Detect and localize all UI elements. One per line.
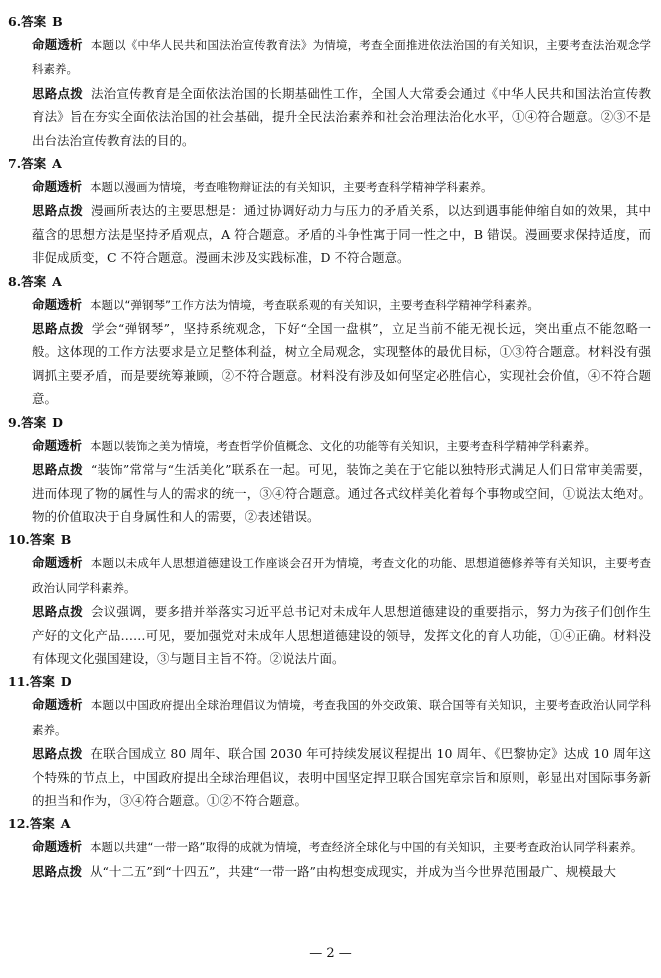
hint-text: 学会“弹钢琴”，坚持系统观念，下好“全国一盘棋”，立足当前不能无视长远，突出重点不能忽略一般。这体现的工作方法要求是立足整体利益，树立全局观念，实现整体的最优目标，①③符合题意。材料没有强调抓主要矛盾，而是要统筹兼顾，②不符合题意。材料没有涉及如何坚定必胜信心，实现社会价值，④不符合题意。	[32, 321, 651, 407]
answer-choice: A	[52, 156, 62, 172]
question-block	[8, 671, 651, 812]
question-list	[8, 11, 651, 883]
analysis-row	[8, 33, 651, 82]
answer-line	[8, 813, 651, 835]
question-block	[8, 11, 651, 152]
question-number: 12.	[8, 816, 30, 832]
answer-label: 答案	[21, 414, 47, 430]
answer-label: 答案	[29, 816, 55, 832]
hint-label: 思路点拨	[32, 746, 83, 762]
analysis-row	[8, 835, 651, 859]
answer-label: 答案	[29, 532, 55, 548]
hint-row	[8, 317, 651, 411]
question-number: 7.	[8, 156, 22, 172]
hint-text: 从“十二五”到“十四五”，共建“一带一路”由构想变成现实，并成为当今世界范围最广、规模最大	[90, 863, 616, 879]
analysis-text: 本题以中国政府提出全球治理倡议为情境，考查我国的外交政策、联合国等有关知识，主要考查政治认同学科素养。	[32, 698, 651, 737]
hint-text: “装饰”常常与“生活美化”联系在一起。可见，装饰之美在于它能以独特形式满足人们日常审美需要，进而体现了物的属性与人的需求的统一，③④符合题意。通过各式纹样美化着每个事物或空间，①说法太绝对。物的价值取决于自身属性和人的需要，②表述错误。	[32, 462, 651, 524]
answer-choice: A	[52, 273, 62, 289]
question-number: 9.	[8, 414, 22, 430]
question-block	[8, 529, 651, 670]
hint-label: 思路点拨	[32, 863, 83, 879]
hint-text: 法治宣传教育是全面依法治国的长期基础性工作，全国人大常委会通过《中华人民共和国法治宣传教育法》旨在夯实全面依法治国的社会基础，提升全民法治素养和社会治理法治化水平，①④符合题意。②③不是出台法治宣传教育法的目的。	[32, 85, 651, 148]
question-block	[8, 412, 651, 529]
answer-choice: B	[60, 532, 72, 548]
hint-label: 思路点拨	[32, 203, 83, 219]
answer-label: 答案	[21, 156, 47, 172]
analysis-text: 本题以未成年人思想道德建设工作座谈会召开为情境，考查文化的功能、思想道德修养等有关知识，主要考查政治认同学科素养。	[32, 556, 651, 595]
question-number: 11.	[8, 674, 30, 690]
analysis-label: 命题透析	[32, 839, 83, 855]
hint-row	[8, 458, 651, 528]
question-number: 8.	[8, 273, 22, 289]
hint-row	[8, 82, 651, 152]
analysis-label: 命题透析	[32, 296, 83, 312]
analysis-row	[8, 293, 651, 317]
answer-line	[8, 671, 651, 693]
page-number: — 2 —	[309, 946, 352, 961]
analysis-text: 本题以“弹钢琴”工作方法为情境，考查联系观的有关知识，主要考查科学精神学科素养。	[90, 297, 539, 312]
analysis-row	[8, 693, 651, 742]
analysis-text: 本题以《中华人民共和国法治宣传教育法》为情境，考查全面推进依法治国的有关知识，主要考查法治观念学科素养。	[32, 38, 651, 77]
hint-label: 思路点拨	[32, 85, 83, 101]
analysis-label: 命题透析	[32, 437, 83, 453]
hint-row	[8, 600, 651, 670]
analysis-text: 本题以漫画为情境，考查唯物辩证法的有关知识，主要考查科学精神学科素养。	[90, 180, 493, 195]
hint-text: 会议强调，要多措并举落实习近平总书记对未成年人思想道德建设的重要指示，努力为孩子们创作生产好的文化产品……可见，要加强党对未成年人思想道德建设的领导，发挥文化的育人功能，①④正确。材料没有体现文化强国建设，③与题目主旨不符。②说法片面。	[32, 604, 651, 666]
hint-row	[8, 742, 651, 812]
answer-choice: D	[60, 674, 72, 690]
analysis-label: 命题透析	[32, 179, 83, 195]
analysis-row	[8, 551, 651, 600]
answer-line	[8, 153, 651, 175]
answer-label: 答案	[21, 14, 47, 29]
hint-label: 思路点拨	[32, 321, 84, 337]
answer-choice: A	[60, 816, 71, 832]
hint-label: 思路点拨	[32, 604, 83, 620]
analysis-row	[8, 434, 651, 458]
answer-line	[8, 11, 651, 33]
analysis-text: 本题以共建“一带一路”取得的成就为情境，考查经济全球化与中国的有关知识，主要考查政治认同学科素养。	[90, 840, 643, 855]
hint-label: 思路点拨	[32, 462, 83, 478]
answer-choice: D	[52, 414, 63, 430]
hint-row	[8, 199, 651, 269]
question-block	[8, 153, 651, 270]
answer-line	[8, 412, 651, 434]
answer-label: 答案	[29, 674, 55, 690]
hint-row	[8, 860, 651, 883]
analysis-row	[8, 175, 651, 199]
analysis-text: 本题以装饰之美为情境，考查哲学价值概念、文化的功能等有关知识，主要考查科学精神学科素养。	[90, 438, 597, 453]
hint-text: 漫画所表达的主要思想是：通过协调好动力与压力的矛盾关系，以达到遇事能伸缩自如的效果，其中蕴含的思想方法是坚持矛盾观点，A 符合题意。矛盾的斗争性寓于同一性之中，B 错误。漫画要求保持适度，而非促成质变，C 不符合题意。漫画未涉及实践标准，D 不符合题意。	[32, 203, 651, 266]
answer-line	[8, 529, 651, 551]
question-number: 10.	[8, 532, 30, 548]
question-block	[8, 813, 651, 883]
answer-line	[8, 271, 651, 293]
question-block	[8, 271, 651, 411]
question-number: 6.	[8, 14, 22, 29]
answer-choice: B	[52, 14, 63, 29]
analysis-label: 命题透析	[32, 697, 83, 713]
analysis-label: 命题透析	[32, 37, 83, 52]
answer-label: 答案	[21, 273, 47, 289]
analysis-label: 命题透析	[32, 555, 83, 571]
hint-text: 在联合国成立 80 周年、联合国 2030 年可持续发展议程提出 10 周年、《巴黎协定》达成 10 周年这个特殊的节点上，中国政府提出全球治理倡议，表明中国坚定捍卫联合国宪章宗旨和原则，彰显出对国际事务新的担当和作为，③④符合题意。①②不符合题意。	[32, 746, 651, 808]
